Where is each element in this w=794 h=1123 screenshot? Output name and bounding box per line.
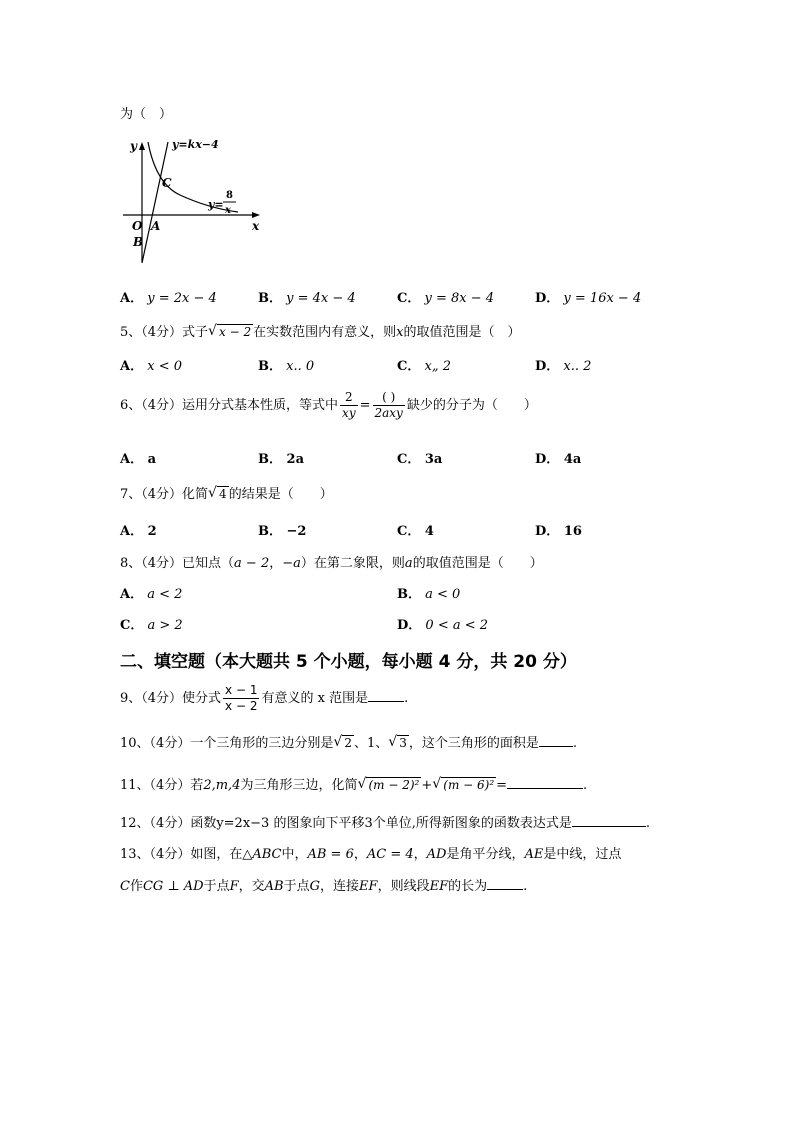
q5-option-a: A． x < 0 — [120, 359, 182, 374]
q6-option-d: D． 4a — [535, 452, 582, 467]
q8-stem: 8、（4分）已知点（a − 2，−a）在第二象限，则a的取值范围是（ ） — [120, 556, 543, 571]
y-axis-label: y — [130, 139, 137, 153]
q11-answer-blank — [507, 788, 583, 789]
curve-label-den: x — [225, 205, 231, 216]
q5-option-b: B． x.. 0 — [258, 359, 315, 374]
curve-label-num: 8 — [226, 190, 233, 201]
point-c-label: C — [162, 176, 172, 190]
q13-stem-line2: C作CG ⊥ AD于点F，交AB于点G，连接EF，则线段EF的长为 . — [120, 879, 528, 894]
q9-answer-blank — [368, 701, 404, 702]
q13-stem-line1: 13、（4分）如图，在△ABC中，AB = 6，AC = 4，AD是角平分线，AE是中线，过点 — [120, 847, 622, 862]
q7-option-b: B． −2 — [258, 524, 307, 539]
q4-option-d: D． y = 16x − 4 — [535, 291, 642, 306]
function-graph — [118, 132, 268, 267]
q8-option-d: D． 0 < a < 2 — [397, 618, 489, 633]
q4-option-c: C． y = 8x − 4 — [397, 291, 495, 306]
q7-option-d: D． 16 — [535, 524, 582, 539]
q11-stem: 11、（4分）若2,m,4为三角形三边，化简√ (m − 2)² +√ (m − 6)² = . — [120, 774, 587, 793]
q5-option-d: D． x.. 2 — [535, 359, 592, 374]
q8-option-c: C． a > 2 — [120, 618, 183, 633]
q13-answer-blank — [487, 889, 523, 890]
q6-option-b: B． 2a — [258, 452, 304, 467]
q10-answer-blank — [539, 746, 573, 747]
section2-heading: 二、填空题（本大题共 5 个小题，每小题 4 分，共 20 分） — [120, 652, 577, 672]
y-axis-arrow — [139, 142, 145, 150]
x-axis-arrow — [252, 212, 260, 218]
q7-option-a: A． 2 — [120, 524, 157, 539]
q4-option-b: B． y = 4x − 4 — [258, 291, 356, 306]
q6-stem: 6、（4分）运用分式基本性质，等式中 $\frac{2}{xy}$ = $\frac{( )}{\text{2axy}}$ 缺少的分子为（ ） — [120, 390, 537, 420]
q12-stem: 12、（4分）函数y=2x−3 的图象向下平移3个单位,所得新图象的函数表达式是 . — [120, 816, 650, 831]
q6-option-c: C． 3a — [397, 452, 443, 467]
q5-option-c: C． x„ 2 — [397, 359, 451, 374]
x-axis-label: x — [252, 219, 260, 233]
q10-stem: 10、（4分）一个三角形的三边分别是√ 2 、1、√ 3 ，这个三角形的面积是 . — [120, 732, 577, 751]
curve-label-prefix: y= — [208, 198, 224, 211]
line-label: y=kx−4 — [172, 138, 219, 151]
point-b-label: B — [133, 235, 144, 249]
q4-option-a: A． y = 2x − 4 — [120, 291, 217, 306]
q9-stem: 9、（4分）使分式 $\frac{x - 1}{x - 2}$ 有意义的 x 范围是 . — [120, 683, 409, 713]
q4-tail-text: 为（ ） — [120, 107, 173, 122]
q6-option-a: A． a — [120, 452, 157, 467]
point-a-label: A — [151, 219, 161, 233]
q8-option-b: B． a < 0 — [397, 587, 461, 602]
q8-option-a: A． a < 2 — [120, 587, 183, 602]
q7-stem: 7、（4分）化简√ 4 的结果是（ ） — [120, 483, 333, 502]
line-kx-minus-4 — [142, 142, 168, 263]
q7-option-c: C． 4 — [397, 524, 434, 539]
q5-stem: 5、（4分）式子√ x − 2 在实数范围内有意义，则x的取值范围是（ ） — [120, 321, 521, 340]
origin-label: O — [132, 219, 143, 233]
q12-answer-blank — [572, 826, 646, 827]
